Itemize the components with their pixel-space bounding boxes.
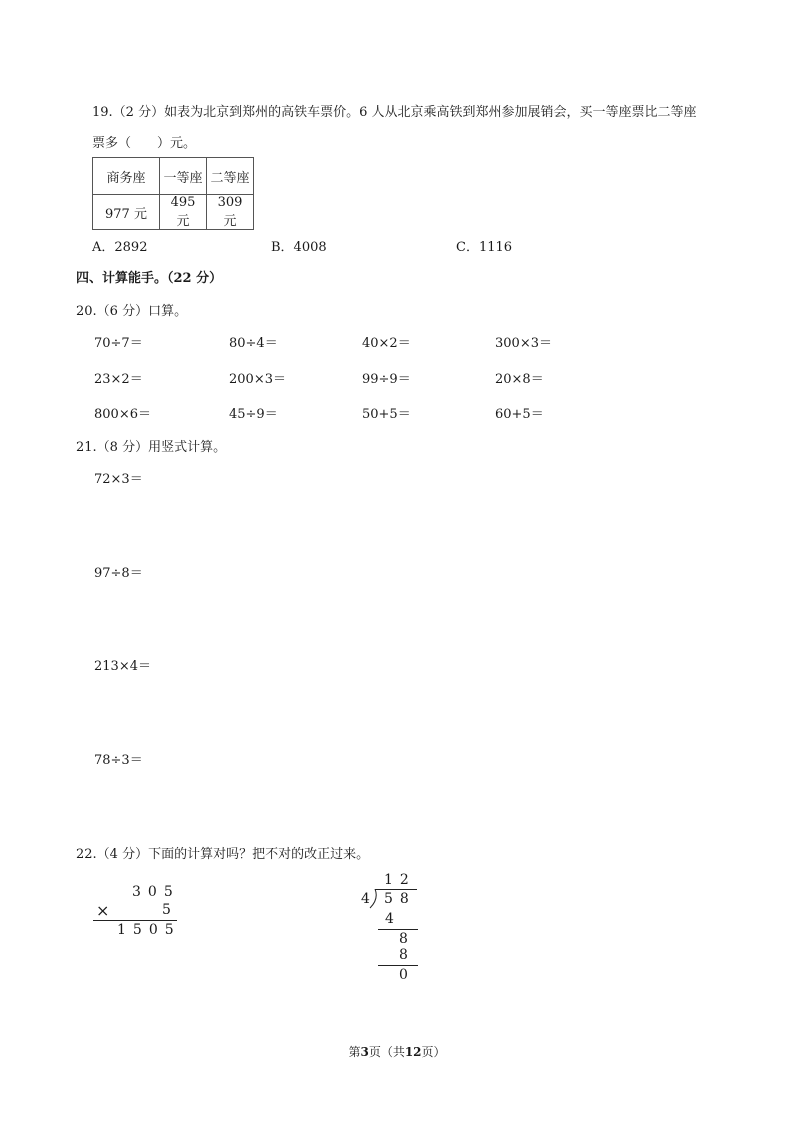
q19-stem-line2: 票多（ ）元。 — [92, 136, 197, 151]
section-title: 四、计算能手。（22 分） — [76, 271, 223, 286]
page-footer — [0, 1043, 794, 1060]
footer-prefix: 第 — [348, 1045, 361, 1059]
oral-item: 99÷9＝ — [362, 372, 411, 387]
oral-item: 300×3＝ — [495, 336, 552, 351]
footer-total-pages: 12 — [404, 1045, 422, 1059]
div-remainder: 0 — [399, 967, 408, 983]
div-divisor: 4 — [361, 891, 370, 907]
div-step-subtract: 8 — [399, 947, 408, 963]
q19-option-c: C．1116 — [456, 240, 513, 255]
table-value-first: 495 元 — [160, 195, 207, 230]
div-rule — [378, 929, 418, 930]
q21-title: 21.（8 分）用竖式计算。 — [76, 440, 227, 455]
mult-multiplier: 5 — [162, 902, 178, 918]
div-quotient: 12 — [384, 872, 416, 888]
table-header-second: 二等座 — [207, 158, 254, 195]
oral-item: 800×6＝ — [94, 407, 151, 422]
table-header-business: 商务座 — [93, 158, 160, 195]
oral-item: 45÷9＝ — [229, 407, 278, 422]
oral-item: 20×8＝ — [495, 372, 544, 387]
q19-option-b: B．4008 — [271, 240, 327, 255]
q19-stem-line1: 19.（2 分）如表为北京到郑州的高铁车票价。6 人从北京乘高铁到郑州参加展销会，买一等座票比二等座 — [92, 105, 697, 120]
oral-item: 80÷4＝ — [229, 336, 278, 351]
price-table — [92, 157, 254, 230]
div-step-bringdown: 8 — [399, 931, 408, 947]
div-bracket-top — [375, 889, 417, 890]
div-dividend: 58 — [384, 891, 416, 907]
oral-item: 23×2＝ — [94, 372, 143, 387]
div-step-subtract: 4 — [385, 911, 394, 927]
mult-result: 1505 — [117, 922, 181, 938]
q19-option-a: A．2892 — [92, 240, 148, 255]
oral-item: 70÷7＝ — [94, 336, 143, 351]
oral-item: 50+5＝ — [362, 407, 411, 422]
div-rule — [378, 965, 418, 966]
q20-title: 20.（6 分）口算。 — [76, 304, 188, 319]
multiply-sign: × — [96, 901, 110, 920]
div-bracket-curve — [369, 889, 379, 909]
footer-middle: 页（共 — [368, 1045, 405, 1059]
oral-item: 200×3＝ — [229, 372, 286, 387]
oral-item: 60+5＝ — [495, 407, 544, 422]
oral-item: 40×2＝ — [362, 336, 411, 351]
vertical-calc-item: 97÷8＝ — [94, 566, 143, 581]
table-value-business: 977 元 — [93, 195, 160, 230]
vertical-calc-item: 213×4＝ — [94, 659, 151, 674]
table-value-second: 309 元 — [207, 195, 254, 230]
vertical-calc-item: 78÷3＝ — [94, 753, 143, 768]
footer-page-number: 3 — [360, 1045, 369, 1059]
table-header-first: 一等座 — [160, 158, 207, 195]
mult-top-number: 305 — [132, 884, 180, 900]
vertical-calc-item: 72×3＝ — [94, 472, 143, 487]
q22-title: 22.（4 分）下面的计算对吗？把不对的改正过来。 — [76, 847, 370, 862]
mult-rule — [93, 920, 177, 921]
footer-suffix: 页） — [421, 1045, 446, 1059]
